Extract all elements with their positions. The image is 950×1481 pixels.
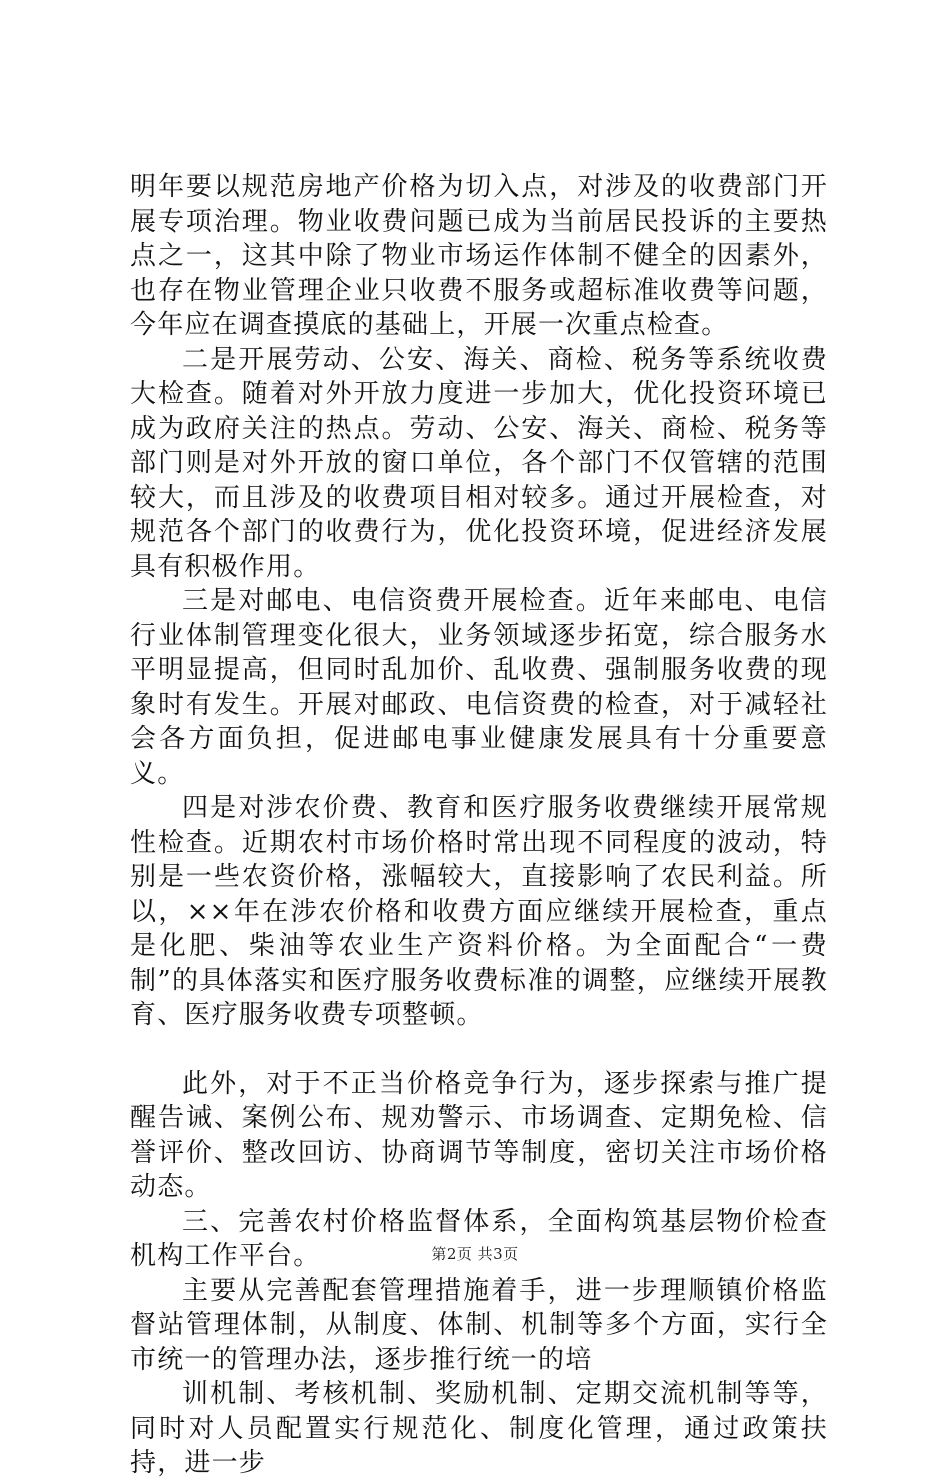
section-heading-rural-supervision: 三、完善农村价格监督体系，全面构筑基层物价检查机构工作平台。 (130, 1206, 828, 1271)
paragraph-agriculture-education-medical: 四是对涉农价费、教育和医疗服务收费继续开展常规性检查。近期农村市场价格时常出现不同程度的波动，特别是一些农资价格，涨幅较大，直接影响了农民利益。所以，××年在涉农价格和收费方面应继续开展检查，重点是化肥、柴油等农业生产资料价格。为全面配合“一费制”的具体落实和医疗服务收费标准的调整，应继续开展教育、医疗服务收费专项整顿。 (130, 793, 828, 1030)
document-body (130, 170, 828, 1481)
paragraph-telecom-fees: 三是对邮电、电信资费开展检查。近年来邮电、电信行业体制管理变化很大，业务领域逐步拓宽，综合服务水平明显提高，但同时乱加价、乱收费、强制服务收费的现象时有发生。开展对邮政、电信资费的检查，对于减轻社会各方面负担，促进邮电事业健康发展具有十分重要意义。 (130, 586, 828, 789)
paragraph-management-measures: 主要从完善配套管理措施着手，进一步理顺镇价格监督站管理体制，从制度、体制、机制等多个方面，实行全市统一的管理办法，逐步推行统一的培 (130, 1275, 828, 1375)
paragraph-price-competition: 此外，对于不正当价格竞争行为，逐步探索与推广提醒告诫、案例公布、规劝警示、市场调查、定期免检、信誉评价、整改回访、协商调节等制度，密切关注市场价格动态。 (130, 1068, 828, 1202)
page-number-footer: 第2页 共3页 (431, 1245, 519, 1263)
paragraph-property-fees: 明年要以规范房地产价格为切入点，对涉及的收费部门开展专项治理。物业收费问题已成为当前居民投诉的主要热点之一，这其中除了物业市场运作体制不健全的因素外，也存在物业管理企业只收费不服务或超标准收费等问题，今年应在调查摸底的基础上，开展一次重点检查。 (130, 172, 828, 340)
paragraph-training-mechanism: 训机制、考核机制、奖励机制、定期交流机制等等，同时对人员配置实行规范化、制度化管理，通过政策扶持，进一步 (130, 1379, 828, 1478)
paragraph-system-fee-inspection: 二是开展劳动、公安、海关、商检、税务等系统收费大检查。随着对外开放力度进一步加大，优化投资环境已成为政府关注的热点。劳动、公安、海关、商检、税务等部门则是对外开放的窗口单位，各个部门不仅管辖的范围较大，而且涉及的收费项目相对较多。通过开展检查，对规范各个部门的收费行为，优化投资环境，促进经济发展具有积极作用。 (130, 344, 828, 582)
